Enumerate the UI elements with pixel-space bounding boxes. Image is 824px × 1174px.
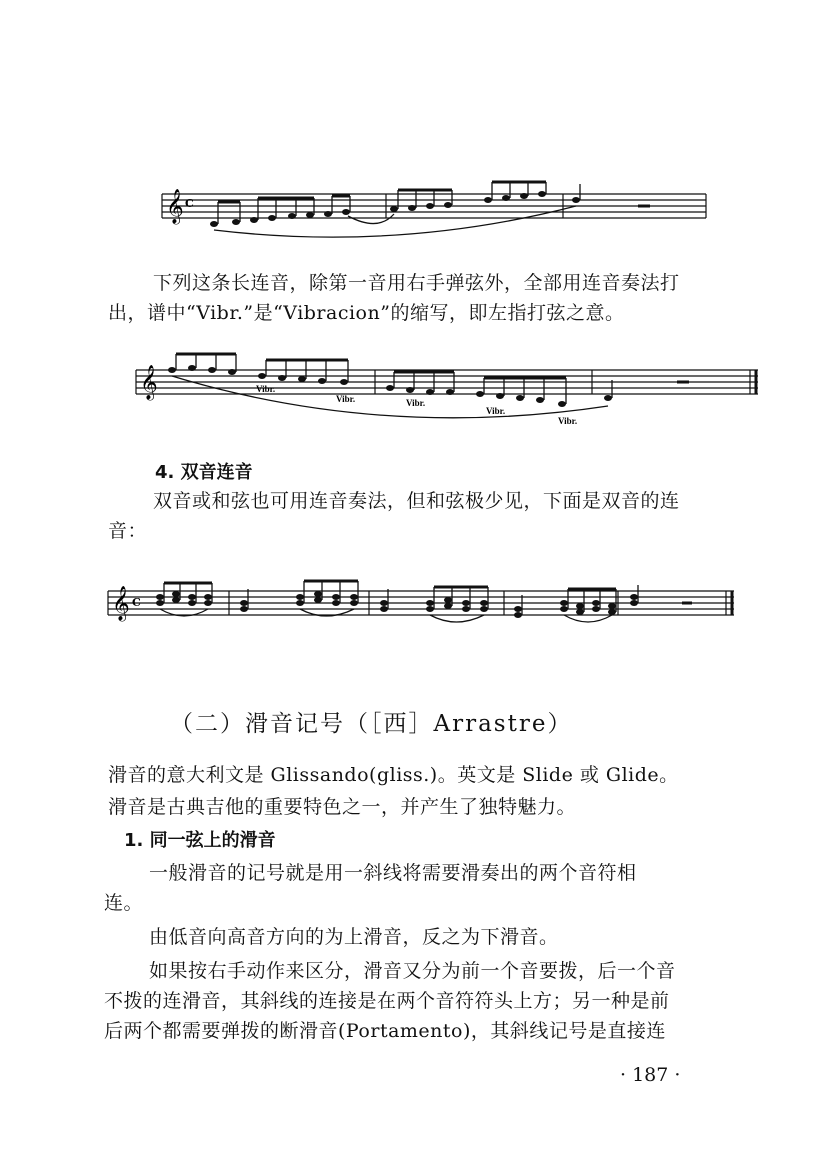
svg-text:𝄞: 𝄞 [112,586,130,621]
svg-text:𝄞: 𝄞 [166,189,184,224]
page-number: · 187 · [620,1064,681,1086]
paragraph-line: 出，谱中“Vibr.”是“Vibracion”的缩写，即左指打弦之意。 [108,302,625,324]
heading-same-string-slide: 1. 同一弦上的滑音 [124,830,276,851]
paragraph-line: 音： [108,520,148,542]
music-staff-3 [104,575,738,637]
svg-text:C: C [185,197,194,210]
vibr-label: Vibr. [256,384,276,394]
paragraph-glissando-feature: 滑音是古典吉他的重要特色之一，并产生了独特魅力。 [108,796,577,818]
paragraph-slide-notation [104,858,734,918]
section-title-glissando: （二）滑音记号（［西］Arrastre） [170,711,573,737]
paragraph-line: 不拨的连滑音，其斜线的连接是在两个音符符头上方；另一种是前 [104,990,670,1012]
vibr-label: Vibr. [336,394,356,404]
paragraph-line: 下列这条长连音，除第一音用右手弹弦外，全部用连音奏法打 [153,272,680,294]
paragraph-vibr-intro [108,268,738,328]
paragraph-double-stop [108,486,738,546]
paragraph-line: 双音或和弦也可用连音奏法，但和弦极少见，下面是双音的连 [153,490,680,512]
paragraph-slide-direction: 由低音向高音方向的为上滑音，反之为下滑音。 [149,926,559,948]
paragraph-slide-types [104,956,734,1046]
paragraph-glissando-definition: 滑音的意大利文是 Glissando(gliss.)。英文是 Slide 或 Glide。 [108,764,679,786]
paragraph-line: 一般滑音的记号就是用一斜线将需要滑奏出的两个音符相 [149,862,637,884]
vibr-label: Vibr. [406,398,426,408]
music-staff-1 [158,172,713,242]
paragraph-line: 连。 [104,892,144,914]
svg-text:C: C [132,596,141,609]
paragraph-line: 如果按右手动作来区分，滑音又分为前一个音要拨，后一个音 [149,960,676,982]
music-staff-2 [132,348,766,430]
vibr-label: Vibr. [486,406,506,416]
vibr-label: Vibr. [558,416,578,426]
paragraph-line: 后两个都需要弹拨的断滑音(Portamento)，其斜线记号是直接连 [104,1020,666,1042]
heading-double-stop-legato: 4. 双音连音 [155,462,253,483]
svg-text:𝄞: 𝄞 [140,365,158,400]
